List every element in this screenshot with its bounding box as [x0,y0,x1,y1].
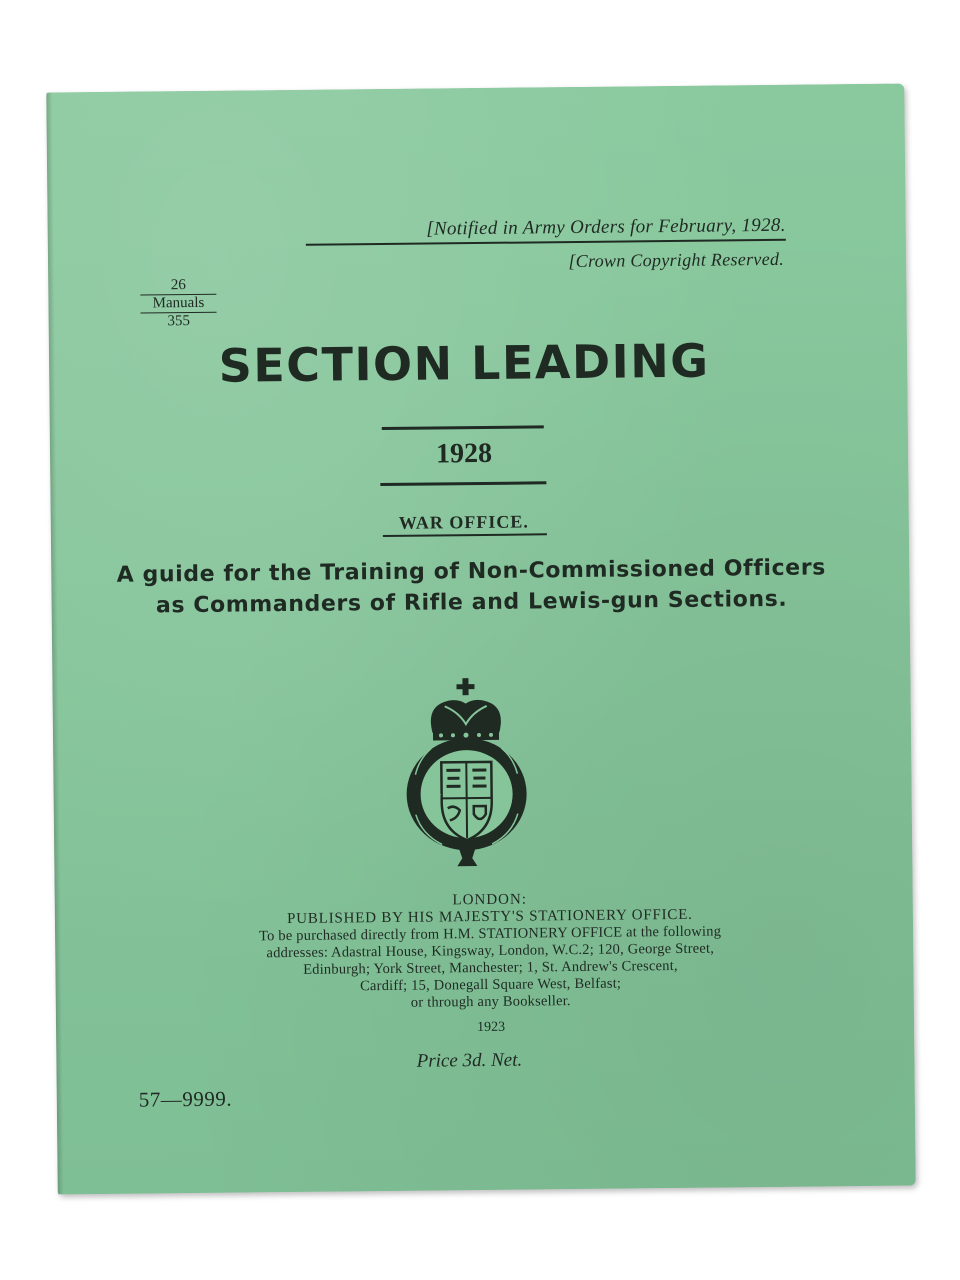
address-line: or through any Bookseller. [410,993,571,1011]
publisher-block [125,888,856,1040]
cover-subtitle: A guide for the Training of Non-Commissioned Officers as Commanders of Rifle and Lewis-gun Sections. [116,555,827,619]
title-rule-upper [382,425,544,430]
war-office-label: WAR OFFICE. [398,511,529,533]
print-code: 57—9999. [138,1086,233,1112]
address-line: Cardiff; 15, Donegall Square West, Belfast; [360,975,622,995]
royal-coat-of-arms-icon [400,673,532,874]
army-orders-notice: [Notified in Army Orders for February, 1928. [306,215,786,246]
publication-year: 1923 [476,1019,506,1036]
crest-letter-r: R [493,786,504,802]
address-line: Edinburgh; York Street, Manchester; 1, St. Andrew's Crescent, [303,957,678,978]
office-underline [383,533,547,537]
publisher-city: LONDON: [452,891,528,909]
book-cover [46,84,915,1195]
address-line: To be purchased directly from H.M. STATIONERY OFFICE at the following [258,923,722,945]
crown-copyright-notice: [Crown Copyright Reserved. [568,248,785,272]
manual-number-middle: Manuals [140,294,216,314]
crest-letter-g: G [431,787,442,803]
manual-number-top: 26 [170,277,186,294]
manual-number-bottom: 355 [167,313,190,330]
manual-number [140,277,217,331]
publisher-name: PUBLISHED BY HIS MAJESTY'S STATIONERY OFFICE. [287,906,693,928]
address-line: addresses: Adastral House, Kingsway, London, W.C.2; 120, George Street, [266,940,715,962]
cover-title: SECTION LEADING [218,333,710,393]
price-label: Price 3d. Net. [416,1049,523,1072]
cover-year: 1928 [435,437,493,470]
title-rule-lower [380,481,546,486]
